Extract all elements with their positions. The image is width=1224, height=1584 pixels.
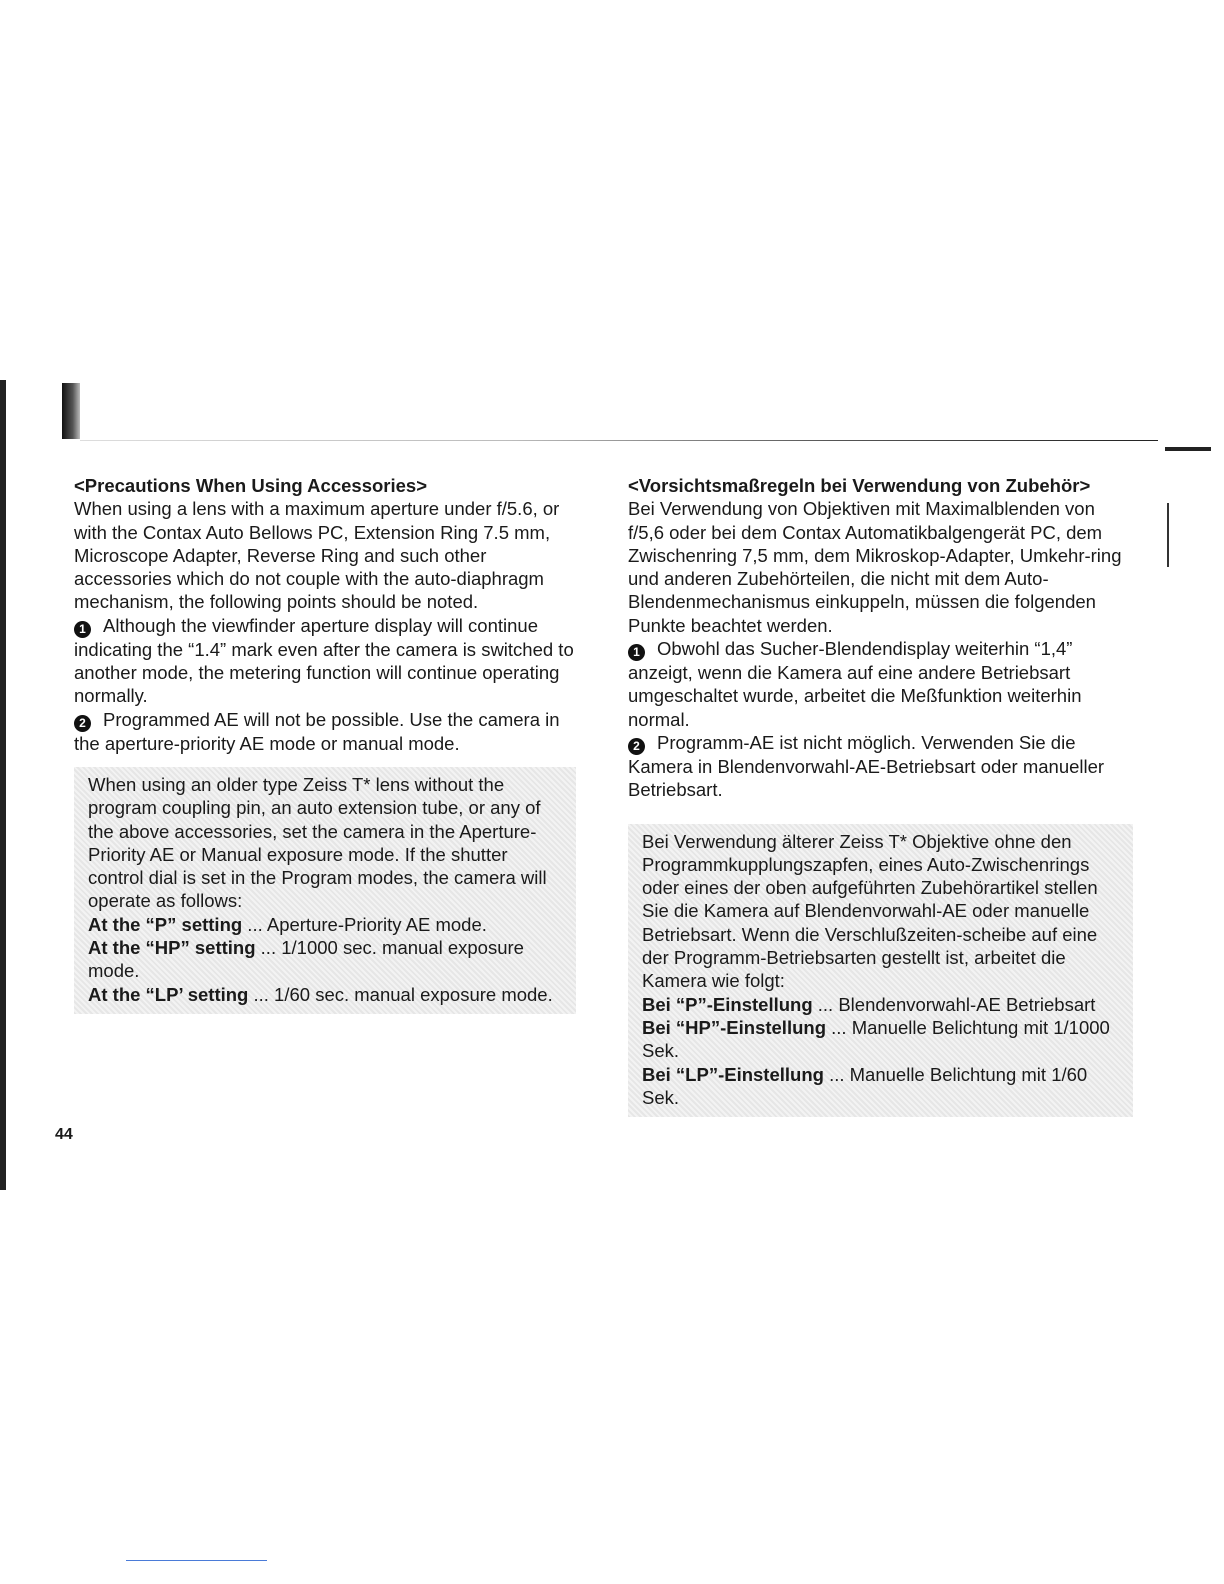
german-heading: <Vorsichtsmaßregeln bei Verwendung von Zubehör> [628, 475, 1091, 496]
german-point-2-text: Programm-AE ist nicht möglich. Verwenden Sie die Kamera in Blendenvorwahl-AE-Betriebsart oder manueller Betriebsart. [628, 731, 1105, 801]
german-setting-lp-label: Bei “LP”-Einstellung [642, 1063, 824, 1085]
english-setting-hp-value: 1/1000 sec. manual exposure mode. [88, 937, 524, 982]
german-setting-lp-sep: ... [823, 1063, 850, 1085]
english-setting-lp [88, 983, 566, 1006]
german-setting-p-sep: ... [812, 993, 839, 1015]
german-setting-hp-value: Manuelle Belichtung mit 1/1000 Sek. [642, 1016, 1110, 1062]
english-setting-hp [88, 936, 566, 983]
english-setting-p-sep: ... [242, 913, 267, 935]
german-setting-p [642, 993, 1123, 1016]
german-point-1-text: Obwohl das Sucher-Blendendisplay weiterhin “1,4” anzeigt, wenn die Kamera auf eine andere Betriebsart umgeschaltet wurde, arbeitet die Meßfunktion weiterhin normal. [628, 638, 1082, 730]
english-point-2 [74, 708, 576, 755]
english-heading: <Precautions When Using Accessories> [74, 475, 427, 496]
german-setting-lp [642, 1063, 1123, 1110]
margin-tick [1167, 503, 1169, 567]
english-setting-hp-sep: ... [255, 937, 282, 959]
footer-rule [126, 1560, 267, 1561]
rule-end-tick [1165, 447, 1211, 451]
number-marker-2-icon: 2 [74, 715, 91, 732]
section-corner-mark [62, 383, 80, 439]
english-point-2-text: Programmed AE will not be possible. Use the camera in the aperture-priority AE mode or manual mode. [74, 708, 560, 754]
german-point-2 [628, 731, 1133, 802]
english-note-box [74, 767, 576, 1014]
english-note-text: When using an older type Zeiss T* lens without the program coupling pin, an auto extension tube, or any of the above accessories, set the camera in the Aperture-Priority AE or Manual exposure mode. If the shutter control dial is set in the Program modes, the camera will operate as follows: [88, 773, 547, 912]
english-setting-lp-sep: ... [248, 983, 275, 1005]
english-setting-p-label: At the “P” setting [88, 913, 243, 935]
german-note-text: Bei Verwendung älterer Zeiss T* Objektive ohne den Programmkupplungszapfen, eines Auto-Zwischenrings oder eines der oben aufgeführten Zubehörartikel stellen Sie die Kamera auf Blendenvorwahl-AE oder manuelle Betriebsart. Wenn die Verschlußzeiten-scheibe auf eine der Programm-Betriebsarten gestellt ist, arbeitet die Kamera wie folgt: [642, 830, 1098, 992]
german-note-box [628, 824, 1133, 1118]
english-setting-lp-label: At the “LP’ setting [88, 983, 249, 1005]
english-point-1-text: Although the viewfinder aperture display will continue indicating the “1.4” mark even after the camera is switched to another mode, the metering function will continue operating normally. [74, 614, 574, 707]
english-setting-hp-label: At the “HP” setting [88, 937, 256, 959]
top-rule [80, 440, 1158, 441]
scan-edge-bar [0, 380, 6, 1190]
german-setting-hp-sep: ... [826, 1016, 852, 1038]
english-setting-p [88, 913, 566, 936]
number-marker-1-icon: 1 [74, 621, 91, 638]
english-column [74, 474, 576, 1014]
german-setting-hp-label: Bei “HP”-Einstellung [642, 1016, 826, 1038]
german-intro: Bei Verwendung von Objektiven mit Maximalblenden von f/5,6 oder bei dem Contax Automatikbalgengerät PC, dem Zwischenring 7,5 mm, dem Mikroskop-Adapter, Umkehr-ring und anderen Zubehörteilen, die nicht mit dem Auto-Blendenmechanismus einkuppeln, müssen die folgenden Punkte beachtet werden. [628, 498, 1122, 636]
german-point-1 [628, 637, 1133, 731]
german-setting-lp-value: Manuelle Belichtung mit 1/60 Sek. [642, 1063, 1088, 1108]
number-marker-2-icon: 2 [628, 738, 645, 755]
number-marker-1-icon: 1 [628, 644, 645, 661]
english-point-1 [74, 614, 576, 708]
page-number: 44 [55, 1126, 73, 1143]
english-intro: When using a lens with a maximum aperture under f/5.6, or with the Contax Auto Bellows PC, Extension Ring 7.5 mm, Microscope Adapter, Reverse Ring and such other accessories which do not couple with the auto-diaphragm mechanism, the following points should be noted. [74, 498, 560, 613]
german-setting-p-value: Blendenvorwahl-AE Betriebsart [838, 993, 1096, 1015]
english-setting-p-value: Aperture-Priority AE mode. [266, 913, 487, 935]
german-setting-hp [642, 1016, 1123, 1063]
german-setting-p-label: Bei “P”-Einstellung [642, 993, 813, 1015]
english-setting-lp-value: 1/60 sec. manual exposure mode. [274, 983, 553, 1005]
german-column [628, 474, 1133, 1117]
